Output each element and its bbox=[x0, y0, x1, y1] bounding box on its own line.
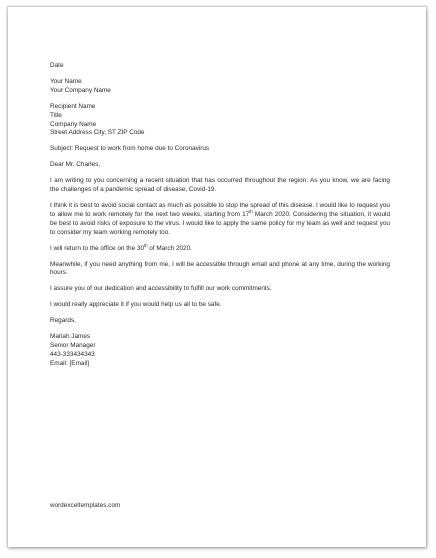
paragraph-2-part-b: March 2020. Considering the situation, it would be best to avoid risks of exposure to the virus. I would like to apply the same policy for my team as well and request you to consider my team working remotely too. bbox=[50, 210, 391, 236]
recipient-block bbox=[50, 103, 390, 139]
recipient-company: Company Name bbox=[50, 120, 97, 128]
date-block bbox=[50, 62, 390, 71]
paragraph-4: Meanwhile, if you need anything from me, I will be accessible through email and phone at any time, during the working hours. bbox=[50, 260, 390, 277]
recipient-name: Recipient Name bbox=[50, 102, 96, 110]
sender-name: Your Name bbox=[50, 77, 82, 85]
paragraph-1: I am writing to you concerning a recent situation that has occurred throughout the region. As you know, we are facing the challenges of a pandemic spread of disease, Covid-19. bbox=[50, 177, 390, 194]
sender-company: Your Company Name bbox=[50, 86, 111, 94]
subject-block bbox=[50, 145, 390, 154]
paragraph-3-sup: th bbox=[144, 242, 148, 248]
signature-name: Mariah James bbox=[50, 333, 91, 341]
signature-phone: 443-333434343 bbox=[50, 350, 95, 358]
paragraph-5: I assure you of our dedication and accessibility to fulfill our work commitments. bbox=[50, 285, 272, 293]
recipient-title: Title bbox=[50, 111, 62, 119]
paragraph-3-part-a: I will return to the office on the 30 bbox=[50, 244, 145, 252]
signature-email: Email: [Email] bbox=[50, 359, 90, 367]
letter-closing: Regards, bbox=[50, 317, 76, 325]
paragraph-3-part-b: of March 2020. bbox=[147, 244, 192, 252]
paragraph-2 bbox=[50, 202, 390, 238]
paragraph-2-part-a: I think it is best to avoid social contact as much as possible to stop the spread of this disease. I would like to request you to allow me to work remotely for the next two weeks, starting from 17 bbox=[50, 201, 390, 218]
sender-block bbox=[50, 78, 390, 96]
paragraph-3 bbox=[50, 242, 390, 254]
document-page bbox=[8, 7, 426, 547]
recipient-address: Street Address City, ST ZIP Code bbox=[50, 129, 145, 137]
salutation-block bbox=[50, 161, 390, 170]
signature-block bbox=[50, 333, 390, 369]
footer-watermark: wordexceltemplates.com bbox=[50, 502, 121, 509]
letter-body bbox=[50, 62, 390, 376]
signature-title: Senior Manager bbox=[50, 341, 96, 349]
paragraph-6: I would really appreciate it if you would help us all to be safe. bbox=[50, 301, 222, 309]
closing-block bbox=[50, 317, 390, 326]
paragraph-2-sup: th bbox=[249, 208, 253, 214]
letter-subject: Subject: Request to work from home due to Coronavirus bbox=[50, 145, 210, 153]
letter-salutation: Dear Mr. Charles, bbox=[50, 161, 101, 169]
letter-date: Date bbox=[50, 62, 64, 69]
